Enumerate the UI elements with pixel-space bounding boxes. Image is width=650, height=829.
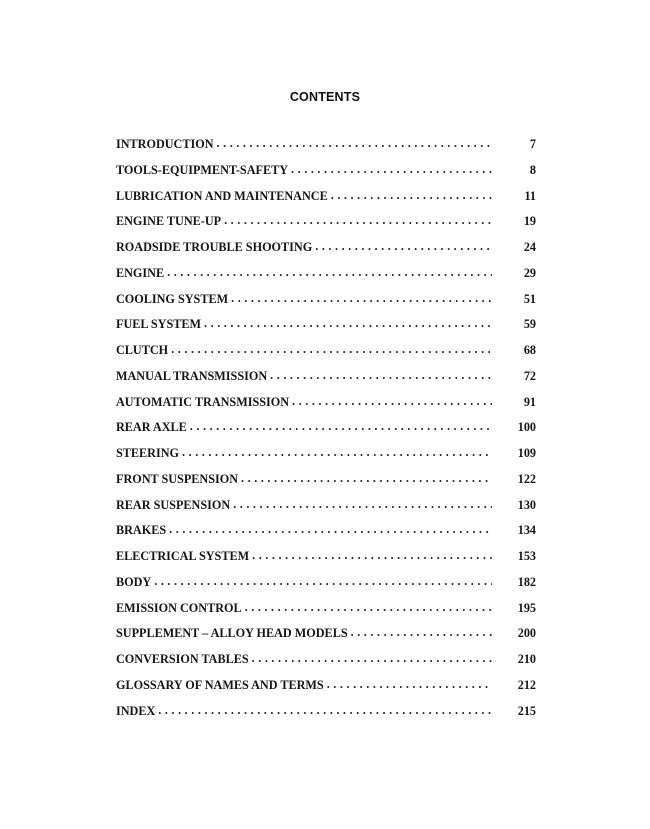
toc-page-number: 200 [517,626,536,641]
dot-leader [252,548,492,563]
dot-leader [158,703,492,718]
toc-page-number: 109 [517,446,536,460]
toc-entry [116,446,536,472]
toc-entry-label: AUTOMATIC TRANSMISSION [116,394,290,409]
toc-entry-label: ENGINE [116,265,165,280]
dot-leader [171,342,492,357]
toc-page-number: 91 [523,394,536,409]
toc-entry [116,420,536,446]
dot-leader [270,368,492,383]
toc-entry-label: BRAKES [116,523,167,538]
toc-entry-label: MANUAL TRANSMISSION [116,368,268,383]
dot-leader [169,522,492,537]
toc-entry [116,601,536,627]
toc-entry-label: COOLING SYSTEM [116,291,229,306]
toc-entry [116,704,536,730]
toc-entry-label: EMISSION CONTROL [116,600,242,615]
dot-leader [241,471,492,486]
dot-leader [217,136,492,151]
toc-page-number: 100 [517,420,536,435]
dot-leader [292,394,492,409]
toc-entry [116,652,536,678]
toc-page-number: 72 [523,368,536,383]
toc-entry [116,369,536,395]
toc-entry-label: ELECTRICAL SYSTEM [116,549,250,563]
toc-entry-label: BODY [116,574,152,589]
toc-page-number: 7 [529,137,536,151]
dot-leader [327,677,492,692]
dot-leader [351,625,492,640]
dot-leader [245,600,492,615]
toc-page-number: 51 [523,291,536,306]
toc-page-number: 130 [517,497,536,512]
toc-entry-label: STEERING [116,446,179,460]
toc-entry [116,214,536,240]
toc-entry-label: GLOSSARY OF NAMES AND TERMS [116,677,324,692]
table-of-contents [116,137,536,729]
toc-entry-label: SUPPLEMENT – ALLOY HEAD MODELS [116,626,348,641]
toc-entry-label: INTRODUCTION [116,137,214,151]
toc-entry-label: INDEX [116,703,156,718]
dot-leader [190,419,492,434]
dot-leader [167,265,492,280]
toc-page-number: 212 [517,677,536,692]
toc-page-number: 19 [523,214,536,229]
toc-page-number: 29 [523,265,536,280]
toc-page-number: 195 [517,600,536,615]
toc-page-number: 11 [524,188,536,203]
toc-entry [116,472,536,498]
toc-entry-label: FUEL SYSTEM [116,317,201,332]
toc-page-number: 122 [517,471,536,486]
toc-entry [116,575,536,601]
toc-entry [116,523,536,549]
toc-page-number: 8 [529,162,536,177]
dot-leader [204,316,492,331]
toc-entry-label: CLUTCH [116,343,169,357]
toc-entry-label: LUBRICATION AND MAINTENANCE [116,188,328,203]
toc-entry-label: TOOLS-EQUIPMENT-SAFETY [116,162,289,177]
toc-entry [116,137,536,163]
toc-entry [116,240,536,266]
dot-leader [233,497,492,512]
toc-entry [116,626,536,652]
toc-entry [116,163,536,189]
toc-page-number: 134 [517,523,536,538]
dot-leader [224,213,492,228]
toc-entry [116,498,536,524]
toc-entry-label: CONVERSION TABLES [116,652,249,666]
toc-page-number: 210 [517,652,536,666]
dot-leader [231,291,492,306]
dot-leader [315,239,492,254]
toc-page-number: 24 [523,240,536,254]
page-title: CONTENTS [289,90,361,104]
toc-page-number: 59 [523,317,536,332]
dot-leader [182,445,492,460]
toc-page-number: 215 [517,703,536,718]
dot-leader [331,188,492,203]
toc-entry [116,678,536,704]
toc-page-number: 153 [517,549,536,563]
dot-leader [291,162,492,177]
toc-entry [116,266,536,292]
toc-page-number: 182 [517,574,536,589]
toc-entry-label: REAR AXLE [116,420,187,435]
toc-entry [116,395,536,421]
toc-entry-label: FRONT SUSPENSION [116,471,239,486]
toc-entry [116,317,536,343]
toc-entry-label: ROADSIDE TROUBLE SHOOTING [116,240,313,254]
toc-entry [116,189,536,215]
dot-leader [252,651,492,666]
toc-entry [116,343,536,369]
toc-page-number: 68 [523,343,536,357]
toc-entry [116,292,536,318]
toc-entry-label: REAR SUSPENSION [116,497,231,512]
toc-entry-label: ENGINE TUNE-UP [116,214,222,229]
toc-entry [116,549,536,575]
dot-leader [154,574,492,589]
